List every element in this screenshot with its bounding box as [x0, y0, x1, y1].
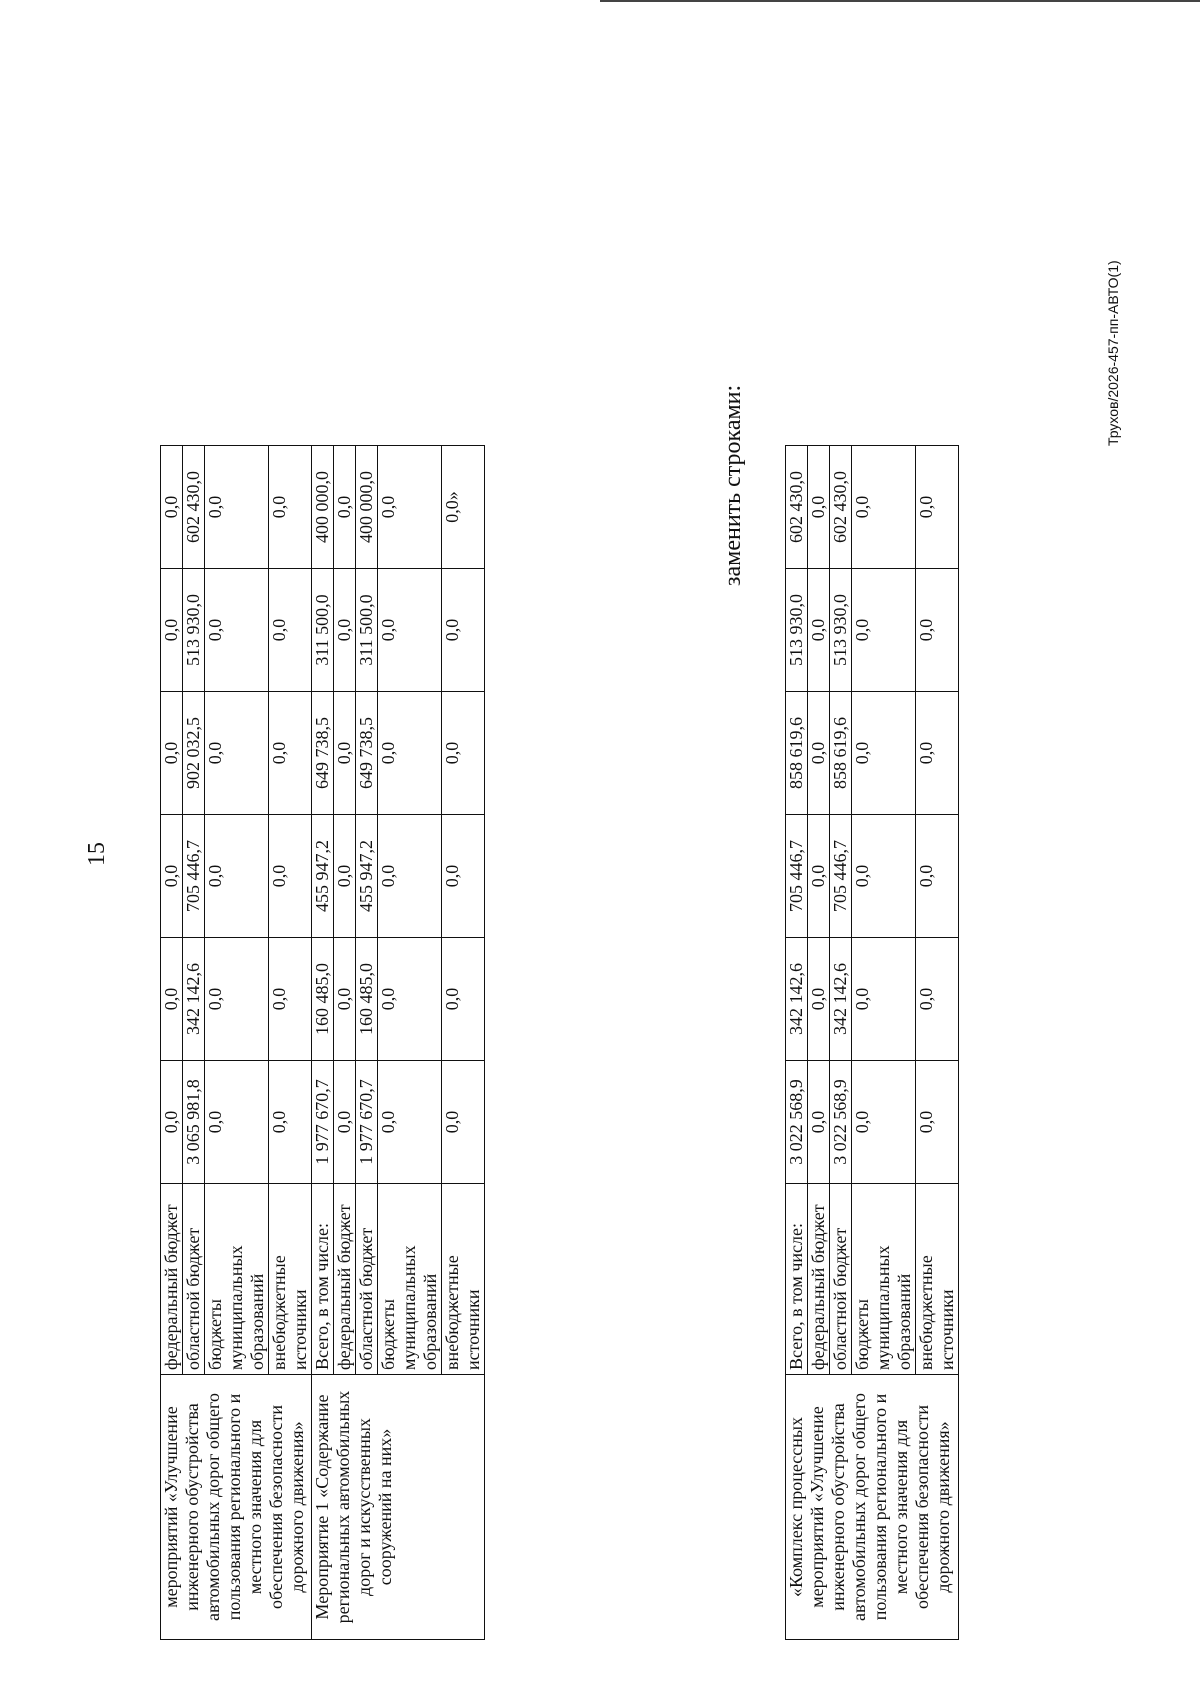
amount-cell: 0,0	[334, 692, 356, 815]
amount-cell: 400 000,0	[356, 446, 378, 569]
amount-cell: 0,0	[442, 815, 485, 938]
amount-cell: 0,0	[205, 938, 269, 1061]
amount-cell: 0,0	[442, 938, 485, 1061]
funding-source: бюджеты муниципальных образований	[378, 1184, 442, 1375]
funding-source: Всего, в том числе:	[312, 1184, 334, 1375]
amount-cell: 0,0	[269, 692, 312, 815]
amount-cell: 311 500,0	[356, 569, 378, 692]
amount-cell: 858 619,6	[830, 692, 852, 815]
amount-cell: 0,0	[161, 938, 183, 1061]
amount-cell: 0,0	[269, 815, 312, 938]
program-label: мероприятий «Улучшение инженерного обустройства автомобильных дорог общего пользования регионального и местного значения для обеспечения безопасности дорожного движения»	[161, 1375, 312, 1640]
amount-cell: 0,0	[334, 446, 356, 569]
amount-cell: 0,0	[378, 569, 442, 692]
amount-cell: 0,0	[442, 569, 485, 692]
document-footer-code: Трухов/2026-457-пп-АВТО(1)	[1105, 260, 1121, 446]
amount-cell: 602 430,0	[183, 446, 205, 569]
amount-cell: 602 430,0	[786, 446, 808, 569]
amount-cell: 0,0	[161, 692, 183, 815]
amount-cell: 0,0	[808, 692, 830, 815]
amount-cell: 1 977 670,7	[356, 1061, 378, 1184]
funding-source: бюджеты муниципальных образований	[205, 1184, 269, 1375]
amount-cell: 705 446,7	[830, 815, 852, 938]
amount-cell: 0,0	[808, 938, 830, 1061]
funding-source: федеральный бюджет	[161, 1184, 183, 1375]
amount-cell: 0,0	[161, 446, 183, 569]
funding-source: бюджеты муниципальных образований	[852, 1184, 916, 1375]
amount-cell: 705 446,7	[183, 815, 205, 938]
amount-cell: 0,0	[852, 1061, 916, 1184]
amount-cell: 0,0	[334, 569, 356, 692]
program-label: Мероприятие 1 «Содержание региональных автомобильных дорог и искусственных сооружений на них»	[312, 1375, 485, 1640]
amount-cell: 0,0	[205, 569, 269, 692]
amount-cell: 455 947,2	[356, 815, 378, 938]
amount-cell: 0,0	[808, 815, 830, 938]
amount-cell: 342 142,6	[786, 938, 808, 1061]
amount-cell: 0,0	[442, 1061, 485, 1184]
budget-table-original	[160, 445, 485, 1640]
table-row	[786, 446, 808, 1640]
amount-cell: 0,0	[378, 692, 442, 815]
program-label: «Комплекс процессных мероприятий «Улучшение инженерного обустройства автомобильных дорог общего пользования регионального и местного значения для обеспечения безопасности дорожного движения»	[786, 1375, 959, 1640]
amount-cell: 0,0	[442, 692, 485, 815]
amount-cell: 0,0	[269, 1061, 312, 1184]
table-row	[312, 446, 334, 1640]
amount-cell: 0,0	[161, 569, 183, 692]
amount-cell: 0,0	[269, 569, 312, 692]
funding-source: внебюджетные источники	[916, 1184, 959, 1375]
funding-source: областной бюджет	[830, 1184, 852, 1375]
amount-cell: 0,0	[852, 938, 916, 1061]
amount-cell: 0,0	[205, 692, 269, 815]
funding-source: федеральный бюджет	[334, 1184, 356, 1375]
amount-cell: 649 738,5	[356, 692, 378, 815]
amount-cell: 0,0	[852, 692, 916, 815]
amount-cell: 0,0	[378, 938, 442, 1061]
amount-cell: 455 947,2	[312, 815, 334, 938]
amount-cell: 0,0	[808, 569, 830, 692]
amount-cell: 0,0	[808, 446, 830, 569]
amount-cell: 0,0	[808, 1061, 830, 1184]
amount-cell: 0,0	[334, 815, 356, 938]
amount-cell: 0,0	[269, 446, 312, 569]
amount-cell: 400 000,0	[312, 446, 334, 569]
amount-cell: 3 022 568,9	[830, 1061, 852, 1184]
amount-cell: 0,0	[916, 1061, 959, 1184]
amount-cell: 0,0	[378, 1061, 442, 1184]
amount-cell: 705 446,7	[786, 815, 808, 938]
funding-source: федеральный бюджет	[808, 1184, 830, 1375]
amount-cell: 0,0	[852, 446, 916, 569]
amount-cell: 0,0	[378, 446, 442, 569]
funding-source: внебюджетные источники	[442, 1184, 485, 1375]
amount-cell: 0,0	[852, 815, 916, 938]
amount-cell: 0,0	[916, 938, 959, 1061]
amount-cell: 3 022 568,9	[786, 1061, 808, 1184]
amount-cell: 160 485,0	[312, 938, 334, 1061]
amount-cell: 3 065 981,8	[183, 1061, 205, 1184]
amount-cell: 0,0	[334, 1061, 356, 1184]
amount-cell: 0,0	[916, 569, 959, 692]
amount-cell: 0,0»	[442, 446, 485, 569]
funding-source: областной бюджет	[183, 1184, 205, 1375]
amount-cell: 0,0	[269, 938, 312, 1061]
amount-cell: 902 032,5	[183, 692, 205, 815]
amount-cell: 160 485,0	[356, 938, 378, 1061]
amount-cell: 0,0	[205, 815, 269, 938]
amount-cell: 513 930,0	[183, 569, 205, 692]
amount-cell: 0,0	[852, 569, 916, 692]
amount-cell: 858 619,6	[786, 692, 808, 815]
amount-cell: 602 430,0	[830, 446, 852, 569]
amount-cell: 342 142,6	[830, 938, 852, 1061]
amount-cell: 1 977 670,7	[312, 1061, 334, 1184]
table-row	[161, 446, 183, 1640]
amount-cell: 0,0	[334, 938, 356, 1061]
amount-cell: 513 930,0	[830, 569, 852, 692]
amount-cell: 0,0	[161, 815, 183, 938]
funding-source: областной бюджет	[356, 1184, 378, 1375]
page-number: 15	[84, 842, 110, 866]
amount-cell: 0,0	[205, 1061, 269, 1184]
amount-cell: 0,0	[378, 815, 442, 938]
funding-source: Всего, в том числе:	[786, 1184, 808, 1375]
amount-cell: 0,0	[205, 446, 269, 569]
replace-instruction: заменить строками:	[720, 384, 746, 586]
amount-cell: 0,0	[916, 815, 959, 938]
funding-source: внебюджетные источники	[269, 1184, 312, 1375]
amount-cell: 0,0	[161, 1061, 183, 1184]
amount-cell: 0,0	[916, 446, 959, 569]
amount-cell: 342 142,6	[183, 938, 205, 1061]
budget-table-replacement	[785, 445, 959, 1640]
amount-cell: 0,0	[916, 692, 959, 815]
amount-cell: 649 738,5	[312, 692, 334, 815]
amount-cell: 513 930,0	[786, 569, 808, 692]
amount-cell: 311 500,0	[312, 569, 334, 692]
